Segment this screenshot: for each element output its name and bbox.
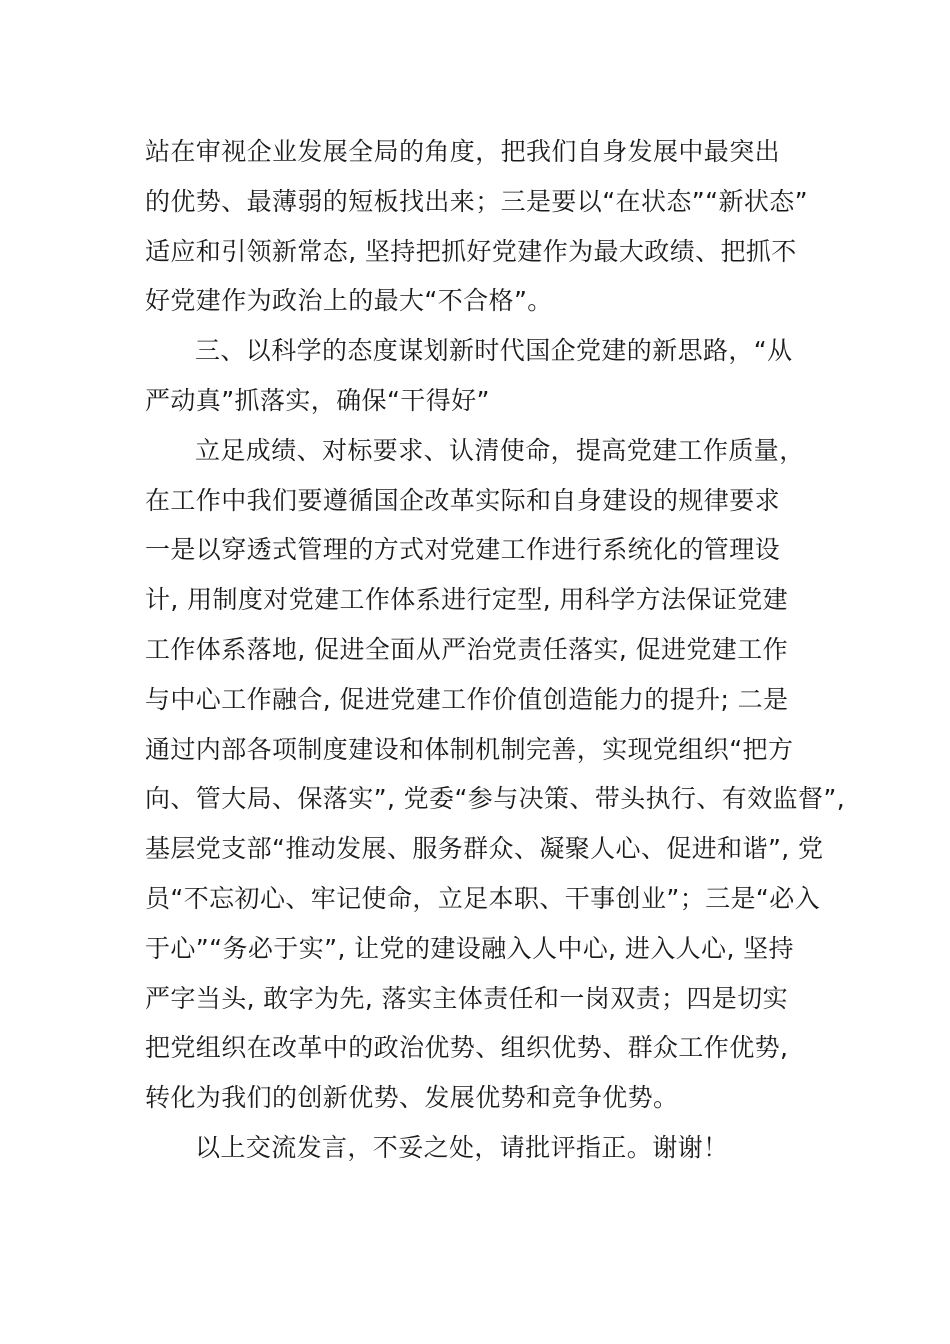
section-heading-line-2: 严动真”抓落实，确保“干得好” [145, 385, 490, 415]
text-line-16: 员“不忘初心、牢记使命，立足本职、干事创业”；三是“必入 [145, 883, 821, 913]
section-heading-line-1: 三、以科学的态度谋划新时代国企党建的新思路，“从 [195, 336, 793, 366]
closing-line: 以上交流发言，不妥之处，请批评指正。谢谢！ [195, 1132, 729, 1162]
text-line-15: 基层党支部“推动发展、服务群众、凝聚人心、促进和谐”, 党 [145, 834, 824, 864]
text-line-11: 工作体系落地, 促进全面从严治党责任落实, 促进党建工作 [145, 634, 788, 664]
text-line-20: 转化为我们的创新优势、发展优势和竞争优势。 [145, 1083, 679, 1113]
text-line-8: 在工作中我们要遵循国企改革实际和自身建设的规律要求 [145, 485, 781, 515]
text-line-10: 计, 用制度对党建工作体系进行定型, 用科学方法保证党建 [145, 585, 788, 615]
text-line-14: 向、管大局、保落实”, 党委“参与决策、带头执行、有效监督”, [145, 784, 846, 814]
document-body [145, 127, 846, 1173]
text-line-9: 一是以穿透式管理的方式对党建工作进行系统化的管理设 [145, 535, 781, 565]
text-line-18: 严字当头, 敢字为先, 落实主体责任和一岗双责；四是切实 [145, 983, 788, 1013]
text-line-3: 适应和引领新常态, 坚持把抓好党建作为最大政绩、把抓不 [145, 236, 797, 266]
text-line-13: 通过内部各项制度建设和体制机制完善，实现党组织“把方 [145, 734, 794, 764]
text-line-12: 与中心工作融合, 促进党建工作价值创造能力的提升; 二是 [145, 684, 789, 714]
text-line-7: 立足成绩、对标要求、认清使命，提高党建工作质量， [195, 435, 805, 465]
text-line-1: 站在审视企业发展全局的角度，把我们自身发展中最突出 [145, 137, 781, 166]
text-line-4: 好党建作为政治上的最大“不合格”。 [145, 286, 553, 316]
text-line-17: 于心”“务必于实”, 让党的建设融入人中心, 进入人心, 坚持 [145, 933, 794, 963]
text-line-2: 的优势、最薄弱的短板找出来；三是要以“在状态”“新状态” [145, 186, 809, 216]
text-line-19: 把党组织在改革中的政治优势、组织优势、群众工作优势, [145, 1033, 789, 1063]
